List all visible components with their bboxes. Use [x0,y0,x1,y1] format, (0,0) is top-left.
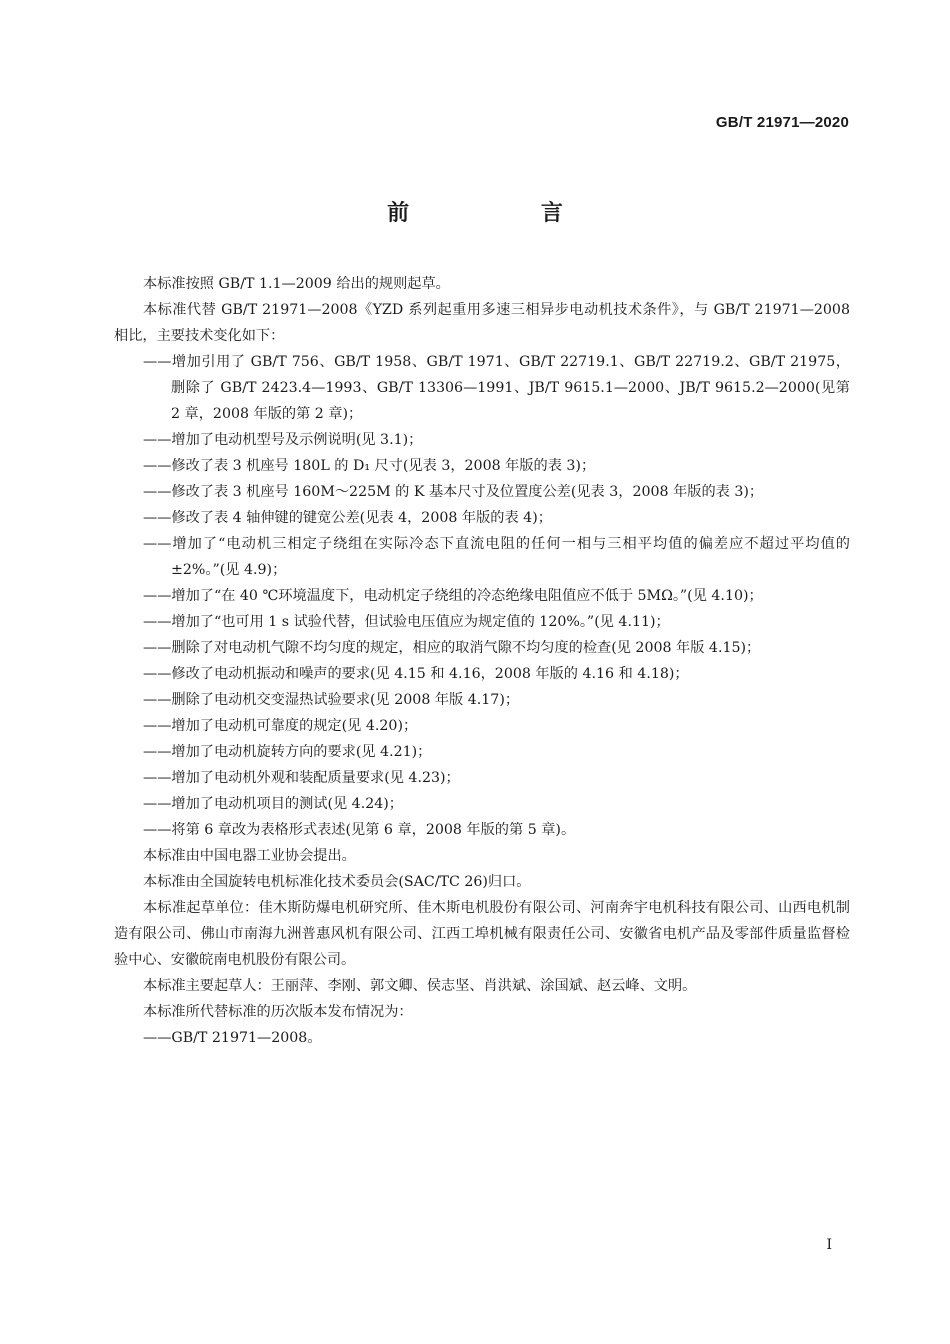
document-body [114,271,850,1051]
change-item: ——增加了“也可用 1 s 试验代替，但试验电压值应为规定值的 120%。”(见 4.11)； [143,614,670,630]
change-item: ——修改了表 3 机座号 180L 的 D₁ 尺寸(见表 3，2008 年版的表 3)； [143,458,596,474]
change-item: ——增加了电动机项目的测试(见 4.24)； [143,796,403,812]
paragraph-proposed-by: 本标准由中国电器工业协会提出。 [143,848,356,864]
paragraph-history-intro: 本标准所代替标准的历次版本发布情况为： [143,1004,413,1020]
page-title: 前 言 [387,201,625,226]
paragraph-replaces: 本标准代替 GB/T 21971—2008《YZD 系列起重用多速三相异步电动机技术条件》，与 GB/T 21971—2008 相比，主要技术变化如下： [114,302,850,344]
change-item: ——增加了电动机可靠度的规定(见 4.20)； [143,718,418,734]
change-item: ——增加了“在 40 ℃环境温度下，电动机定子绕组的冷态绝缘电阻值应不低于 5MΩ。”(见 4.10)； [143,588,763,604]
change-item: ——删除了电动机交变湿热试验要求(见 2008 年版 4.17)； [143,692,520,708]
change-item: ——增加了电动机旋转方向的要求(见 4.21)； [143,744,432,760]
change-item: ——修改了表 4 轴伸键的键宽公差(见表 4，2008 年版的表 4)； [143,510,552,526]
change-item: ——修改了表 3 机座号 160M～225M 的 K 基本尺寸及位置度公差(见表 3，2008 年版的表 3)； [143,484,764,500]
change-item: ——增加了电动机型号及示例说明(见 3.1)； [143,432,423,448]
change-item: ——增加了“电动机三相定子绕组在实际冷态下直流电阻的任何一相与三相平均值的偏差应不超过平均值的±2%。”(见 4.9)； [143,536,850,578]
paragraph-drafting-units: 本标准起草单位：佳木斯防爆电机研究所、佳木斯电机股份有限公司、河南奔宇电机科技有限公司、山西电机制造有限公司、佛山市南海九洲普惠风机有限公司、江西工埠机械有限责任公司、安徽省电机产品及零部件质量监督检验中心、安徽皖南电机股份有限公司。 [114,900,850,968]
history-item: ——GB/T 21971—2008。 [143,1030,322,1046]
change-item: ——将第 6 章改为表格形式表述(见第 6 章，2008 年版的第 5 章)。 [143,822,576,838]
page-number: I [826,1237,832,1253]
change-item: ——增加引用了 GB/T 756、GB/T 1958、GB/T 1971、GB/T 22719.1、GB/T 22719.2、GB/T 21975，删除了 GB/T 2423.4—1993、GB/T 13306—1991、JB/T 9615.1—2000、JB/T 9615.2—2000(见第 2 章，2008 年版的第 2 章)； [143,354,850,422]
paragraph-drafting-rules: 本标准按照 GB/T 1.1—2009 给出的规则起草。 [143,276,450,292]
paragraph-administered-by: 本标准由全国旋转电机标准化技术委员会(SAC/TC 26)归口。 [143,874,531,890]
change-item: ——增加了电动机外观和装配质量要求(见 4.23)； [143,770,460,786]
change-item: ——修改了电动机振动和噪声的要求(见 4.15 和 4.16，2008 年版的 4.16 和 4.18)； [143,666,689,682]
standard-code: GB/T 21971—2020 [715,114,849,131]
change-item: ——删除了对电动机气隙不均匀度的规定，相应的取消气隙不均匀度的检查(见 2008 年版 4.15)； [143,640,761,656]
paragraph-drafters: 本标准主要起草人：王丽萍、李刚、郭文卿、侯志坚、肖洪斌、涂国斌、赵云峰、文明。 [143,978,697,994]
